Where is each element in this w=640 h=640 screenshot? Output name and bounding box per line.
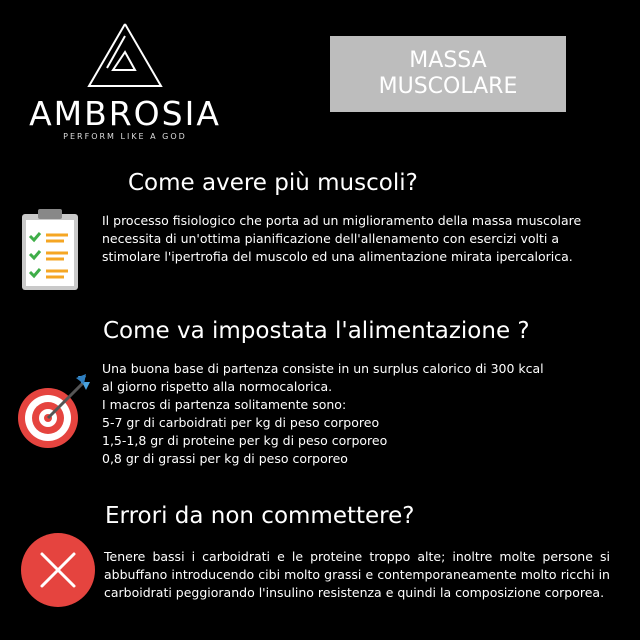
nutrition-line-5: 1,5-1,8 gr di proteine per kg di peso corporeo [102, 433, 388, 448]
section-text-1: Il processo fisiologico che porta ad un miglioramento della massa muscolare necessita di un'ottima pianificazione dell'allenamento con esercizi volti a stimolare l'ipertrofia del muscolo ed una alimentazione mirata ipercalorica. [102, 213, 582, 264]
red-x-icon [20, 532, 96, 608]
nutrition-line-4: 5-7 gr di carboidrati per kg di peso corporeo [102, 415, 380, 430]
brand-name: AMBROSIA [29, 94, 221, 133]
nutrition-line-2: al giorno rispetto alla normocalorica. [102, 379, 333, 394]
badge-line-1: MASSA [409, 48, 487, 73]
section-title-2: Come va impostata l'alimentazione ? [103, 318, 530, 344]
checklist-clipboard-icon [20, 208, 80, 292]
section-text-2 [102, 360, 622, 468]
nutrition-line-3: I macros di partenza solitamente sono: [102, 397, 347, 412]
badge-line-2: MUSCOLARE [378, 74, 518, 99]
brand-logo [20, 20, 230, 150]
target-arrow-icon [12, 370, 96, 454]
brand-tagline: PERFORM LIKE A GOD [63, 132, 187, 141]
topic-badge [330, 36, 566, 112]
section-title-1: Come avere più muscoli? [128, 170, 418, 196]
ambrosia-triangle-logo-icon [85, 20, 165, 90]
nutrition-line-1: Una buona base di partenza consiste in un surplus calorico di 300 kcal [102, 361, 544, 376]
section-title-3: Errori da non commettere? [105, 503, 415, 529]
section-text-3: Tenere bassi i carboidrati e le proteine troppo alte; inoltre molte persone si abbuffano introducendo cibi molto grassi e contemporaneamente molto ricchi in carboidrati peggiorando l'insulino resistenza e quindi la composizione corporea. [104, 549, 610, 600]
nutrition-line-6: 0,8 gr di grassi per kg di peso corporeo [102, 451, 348, 466]
